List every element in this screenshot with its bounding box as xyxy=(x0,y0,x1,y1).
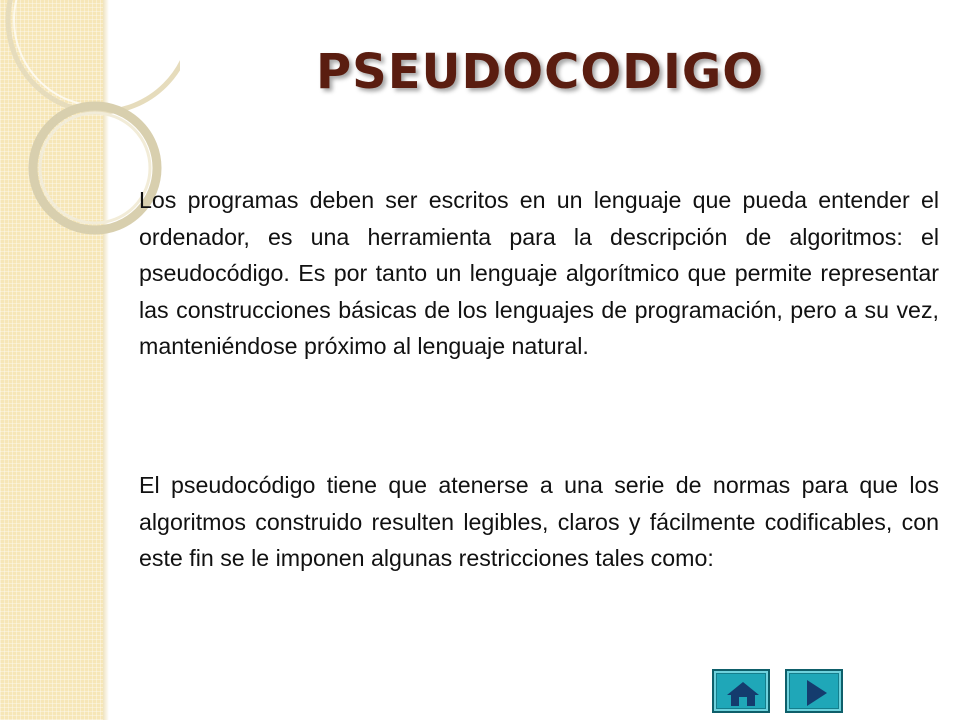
body-paragraph-1: Los programas deben ser escritos en un lenguaje que pueda entender el ordenador, es una herramienta para la descripción de algoritmos: el pseudocódigo. Es por tanto un lenguaje algorítmico que permite representar las construcciones básicas de los lenguajes de programación, pero a su vez, manteniéndose próximo al lenguaje natural. xyxy=(139,187,939,359)
body-paragraph-2: El pseudocódigo tiene que atenerse a una serie de normas para que los algoritmos construido resulten legibles, claros y fácilmente codificables, con este fin se le imponen algunas restricciones tales como: xyxy=(139,472,939,571)
decorative-ring-small-inner xyxy=(40,113,150,223)
home-icon xyxy=(714,671,772,715)
play-next-icon xyxy=(787,671,845,715)
home-button[interactable] xyxy=(712,669,770,713)
slide-title: PSEUDOCODIGO xyxy=(315,44,765,100)
next-slide-button[interactable] xyxy=(785,669,843,713)
